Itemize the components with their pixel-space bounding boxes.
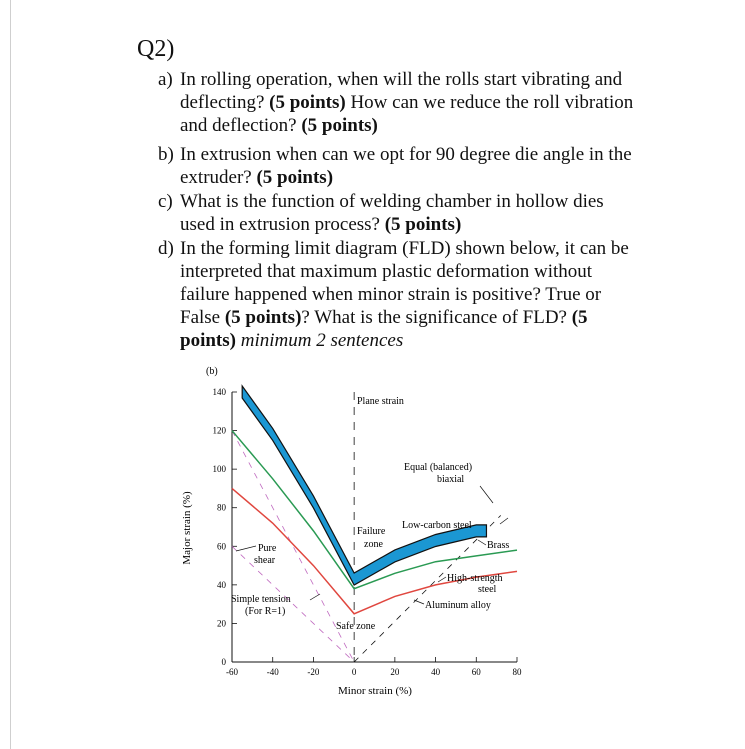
part-d-line-2: interpreted that maximum plastic deformation without	[180, 261, 593, 282]
x-tick-label: 0	[351, 667, 357, 677]
part-d-points-1: (5 points)	[224, 307, 302, 328]
annotation-safe-zone: Safe zone	[336, 621, 376, 632]
part-c-points: (5 points)	[384, 214, 462, 235]
part-d-line-5: minimum 2 sentences	[235, 330, 404, 351]
pointer-brass	[478, 540, 486, 545]
annotation-aluminum-alloy: Aluminum alloy	[425, 600, 491, 611]
annotation-simple-tension-2: (For R=1)	[245, 606, 286, 617]
part-d-line-3: failure happened when minor strain is positive? True or	[180, 284, 602, 305]
part-a-points-1: (5 points)	[269, 92, 346, 113]
x-tick-label: -60	[226, 667, 238, 677]
x-tick-label: -40	[266, 667, 279, 677]
annotation-failure-1: Failure	[357, 526, 386, 537]
part-d-points-2b: points)	[180, 330, 236, 351]
annotation-pure-shear-1: Pure	[258, 543, 277, 554]
pointer-low-carbon	[500, 518, 508, 524]
annotation-equal-biaxial-2: biaxial	[437, 474, 465, 485]
part-a-line-1: In rolling operation, when will the rolls start vibrating and	[180, 69, 623, 90]
part-b-label: b)	[158, 144, 174, 165]
annotation-plane-strain: Plane strain	[357, 396, 404, 407]
part-a-points-2: (5 points)	[301, 115, 378, 136]
annotation-pure-shear-2: shear	[254, 555, 276, 566]
y-tick-label: 60	[217, 541, 226, 552]
pointer-aluminum	[414, 600, 424, 604]
part-c-line-1: What is the function of welding chamber in hollow dies	[180, 191, 604, 212]
part-a-line-2a: deflecting?	[180, 92, 270, 113]
part-b-points: (5 points)	[256, 167, 334, 188]
part-d-label: d)	[158, 238, 174, 259]
annotation-low-carbon-steel: Low-carbon steel	[402, 520, 472, 531]
y-tick-label: 100	[212, 464, 226, 475]
part-b-line-2: extruder?	[180, 167, 257, 188]
annotation-high-strength-1: High-strength	[447, 573, 503, 584]
panel-label: (b)	[206, 366, 218, 377]
x-tick-label: 40	[431, 667, 441, 677]
part-a-label: a)	[158, 69, 173, 90]
x-tick-label: 80	[512, 667, 522, 677]
pointer-equal-biaxial	[480, 486, 493, 503]
part-d-line-4c: ? What is the significance of FLD?	[301, 307, 572, 328]
y-tick-label: 80	[217, 502, 226, 513]
y-tick-label: 0	[221, 657, 226, 667]
pointer-simple-tension	[310, 594, 320, 600]
y-tick-label: 120	[212, 425, 226, 436]
annotation-failure-2: zone	[364, 539, 383, 550]
x-tick-label: 60	[471, 667, 481, 677]
part-d-line-1: In the forming limit diagram (FLD) shown below, it can be	[180, 238, 629, 259]
annotation-simple-tension-1: Simple tension	[231, 594, 291, 605]
y-tick-label: 140	[212, 387, 226, 397]
part-a-line-2b: How can we reduce the roll vibration	[345, 92, 634, 113]
pointer-pure-shear	[236, 546, 256, 551]
question-title: Q2)	[137, 36, 175, 62]
part-c-label: c)	[158, 191, 173, 212]
part-d-points-2a: (5	[571, 307, 588, 328]
part-b-line-1: In extrusion when can we opt for 90 degree die angle in the	[180, 144, 632, 165]
y-axis-label: Major strain (%)	[181, 491, 193, 565]
part-c-line-2: used in extrusion process?	[180, 214, 385, 235]
annotation-high-strength-2: steel	[478, 584, 497, 595]
x-axis-label: Minor strain (%)	[338, 685, 412, 697]
part-a-line-3: and deflection?	[180, 115, 302, 136]
pointer-high-strength	[438, 577, 446, 582]
annotation-equal-biaxial-1: Equal (balanced)	[404, 462, 473, 473]
part-d-line-4a: False	[180, 307, 225, 328]
x-tick-label: -20	[307, 667, 320, 677]
y-tick-label: 40	[217, 579, 226, 590]
y-tick-label: 20	[217, 618, 226, 629]
annotation-brass: Brass	[487, 540, 510, 551]
x-tick-label: 20	[390, 667, 400, 677]
